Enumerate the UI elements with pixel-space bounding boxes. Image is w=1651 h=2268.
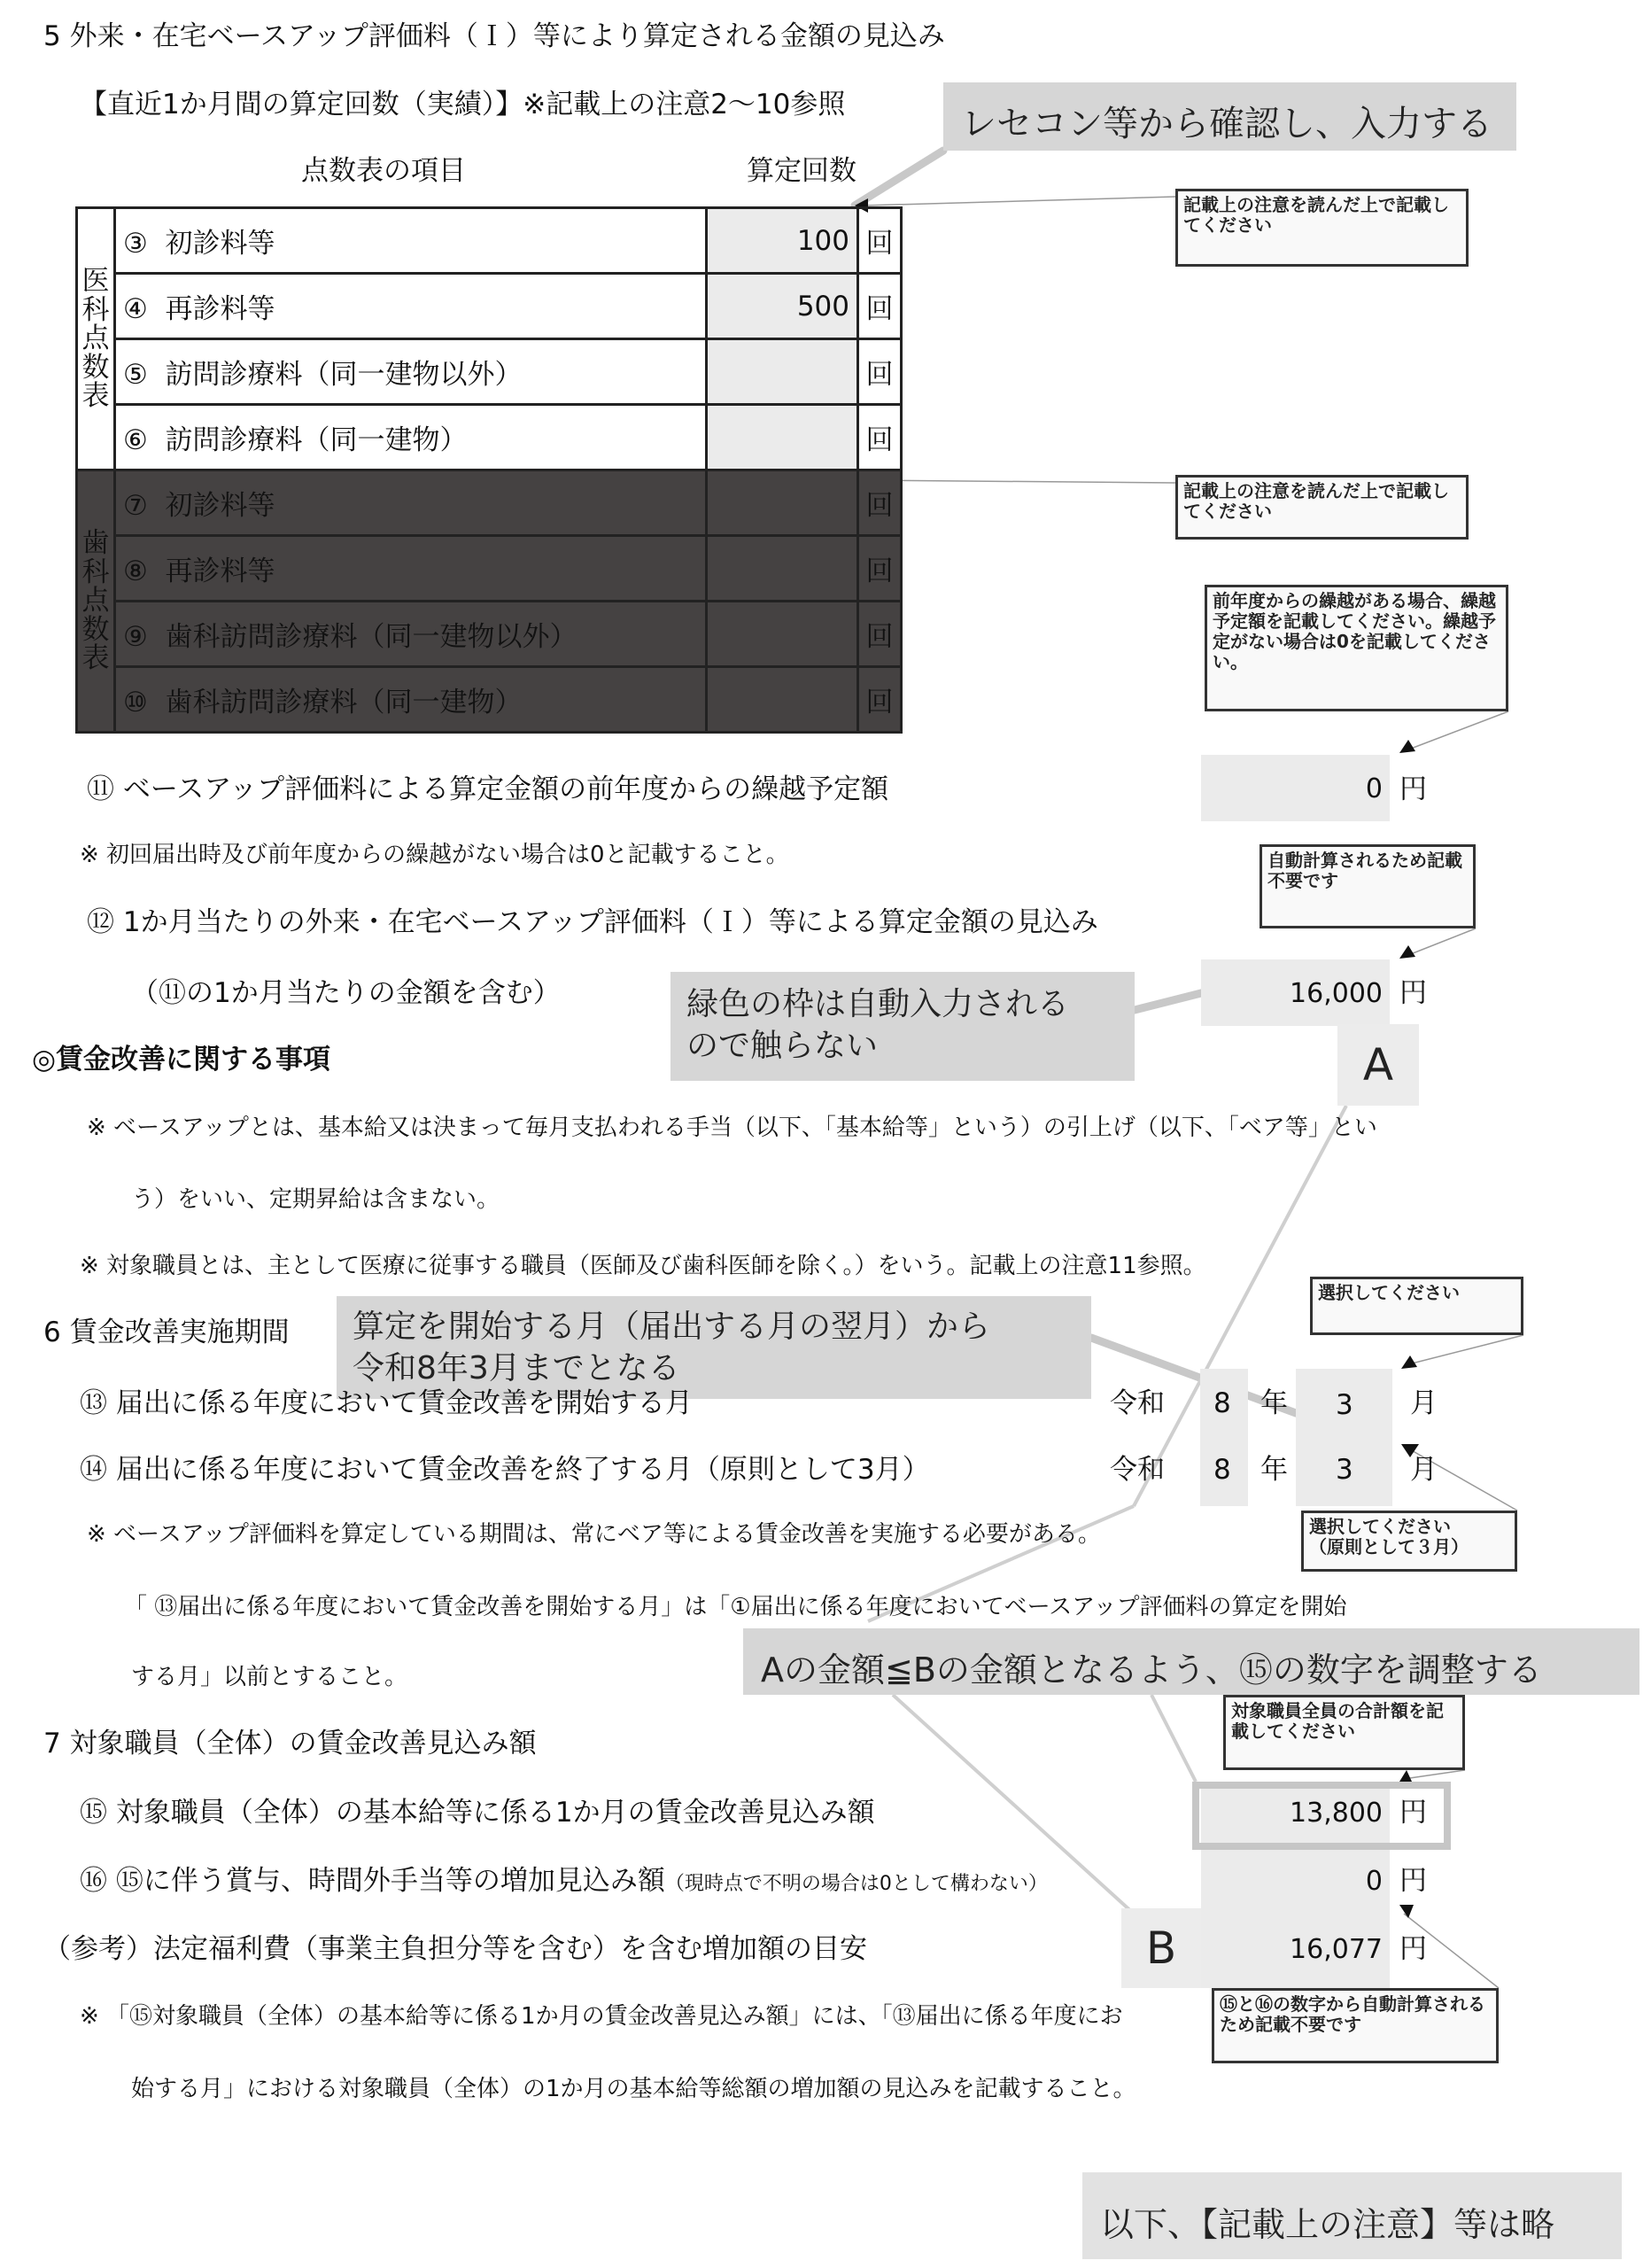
connector-green-frame — [1135, 992, 1205, 1010]
section5-subtitle: 【直近1か月間の算定回数（実績）】※記載上の注意2～10参照 — [80, 89, 846, 120]
arrow-head-4 — [1399, 945, 1415, 959]
table-row — [77, 470, 902, 536]
item14-label: ⑭ 届出に係る年度において賃金改善を終了する月（原則として3月） — [80, 1454, 930, 1486]
item16-label-wrap — [80, 1865, 1048, 1897]
callout-period — [337, 1296, 1091, 1399]
row-number: ⑨ — [123, 621, 148, 653]
callout-select: 選択してください — [1310, 1277, 1523, 1335]
green-frame-line2: ので触らない — [686, 1027, 879, 1064]
item13-label: ⑬ 届出に係る年度において賃金改善を開始する月 — [80, 1387, 693, 1419]
unit-label: 回 — [858, 339, 902, 405]
green-frame-line1: 緑色の枠は自動入力される — [686, 986, 1070, 1022]
row-number: ⑤ — [123, 359, 148, 391]
arrow-line-callout-3 — [1404, 711, 1508, 751]
callout-read-notes-dental: 記載上の注意を読んだ上で記載してください — [1175, 475, 1469, 540]
unit-label: 回 — [858, 208, 902, 274]
table-row — [77, 536, 902, 602]
count-input — [707, 470, 858, 536]
arrow-line-auto-calc — [1404, 928, 1476, 957]
connector-rececon — [855, 151, 943, 206]
item15-input[interactable]: 13,800 — [1290, 1798, 1383, 1829]
count-input[interactable] — [707, 405, 858, 470]
table-row — [77, 667, 902, 733]
period-line2: 令和8年3月までとなる — [353, 1349, 680, 1386]
row-number: ④ — [123, 293, 148, 325]
callout-a-le-b: Aの金額≦Bの金額となるよう、⑮の数字を調整する — [743, 1628, 1639, 1695]
row-label: 訪問診療料（同一建物以外） — [165, 359, 523, 391]
arrow-head-7 — [1399, 1770, 1412, 1782]
section5-title: 5 外来・在宅ベースアップ評価料（Ｉ）等により算定される金額の見込み — [43, 20, 945, 52]
connector-15-line — [1151, 1695, 1196, 1782]
item11-note: ※ 初回届出時及び前年度からの繰越がない場合は0と記載すること。 — [80, 842, 789, 868]
item16-input[interactable]: 0 — [1365, 1866, 1383, 1897]
select-march-line2: （原則として３月） — [1309, 1536, 1469, 1557]
ref-value: 16,077 — [1290, 1934, 1383, 1965]
dental-group-label: 歯科点数表 — [77, 470, 115, 733]
arrow-head-3 — [1399, 740, 1415, 753]
yen-unit: 円 — [1399, 1933, 1427, 1965]
arrow-line-callout-2 — [864, 480, 1175, 483]
wage-note1-line1: ※ ベースアップとは、基本給又は決まって毎月支払われる手当（以下、「基本給等」という）の引上げ（以下、「ベア等」とい — [87, 1115, 1377, 1141]
item12-value: 16,000 — [1290, 978, 1383, 1009]
column-header-count: 算定回数 — [747, 155, 857, 187]
row-label: 初診料等 — [165, 490, 275, 522]
item13-month-select[interactable]: 3 — [1336, 1389, 1353, 1421]
wage-heading: ◎賃金改善に関する事項 — [32, 1044, 331, 1076]
row-number: ⑥ — [123, 424, 148, 456]
yen-unit: 円 — [1399, 1865, 1427, 1897]
item11-value: 0 — [1365, 773, 1383, 804]
unit-label: 回 — [858, 602, 902, 667]
count-input[interactable]: 100 — [707, 208, 858, 274]
item16-sub: （現時点で不明の場合は0として構わない） — [664, 1873, 1048, 1895]
select-march-line1: 選択してください — [1309, 1516, 1451, 1537]
unit-label: 回 — [858, 470, 902, 536]
item14-month-select[interactable]: 3 — [1336, 1454, 1353, 1486]
item14-year[interactable]: 8 — [1213, 1454, 1231, 1486]
points-table — [75, 206, 903, 734]
table-row — [77, 602, 902, 667]
section7-note-line1: ※ 「⑮対象職員（全体）の基本給等に係る1か月の賃金改善見込み額」には、「⑬届出に係る年度にお — [80, 2003, 1123, 2030]
row-label: 歯科訪問診療料（同一建物） — [165, 687, 523, 718]
row-label: 再診料等 — [165, 293, 275, 325]
count-input[interactable] — [707, 339, 858, 405]
row-number: ③ — [123, 228, 148, 260]
item12-sub: （⑪の1か月当たりの金額を含む） — [131, 977, 561, 1009]
table-row — [77, 405, 902, 470]
year-unit: 年 — [1260, 1454, 1288, 1486]
month-unit: 月 — [1410, 1387, 1438, 1419]
section6-title: 6 賃金改善実施期間 — [43, 1317, 290, 1348]
section7-note-line2: 始する月」における対象職員（全体）の1か月の基本給等総額の増加額の見込みを記載すること。 — [131, 2076, 1136, 2102]
period-line1: 算定を開始する月（届出する月の翌月）から — [353, 1309, 991, 1345]
wage-note2: ※ 対象職員とは、主として医療に従事する職員（医師及び歯科医師を除く。）をいう。記載上の注意11参照。 — [80, 1253, 1206, 1279]
item15-label: ⑮ 対象職員（全体）の基本給等に係る1か月の賃金改善見込み額 — [80, 1797, 875, 1829]
month-unit: 月 — [1410, 1454, 1438, 1486]
yen-unit: 円 — [1399, 977, 1427, 1009]
arrow-line-select — [1408, 1335, 1523, 1364]
row-number: ⑩ — [123, 687, 148, 718]
row-number: ⑦ — [123, 490, 148, 522]
year-unit: 年 — [1260, 1387, 1288, 1419]
section6-note-line1: ※ ベースアップ評価料を算定している期間は、常にベア等による賃金改善を実施する必要がある。 — [87, 1521, 1101, 1548]
marker-a: A — [1337, 1024, 1419, 1106]
callout-read-notes-medical: 記載上の注意を読んだ上で記載してください — [1175, 189, 1469, 267]
count-input — [707, 536, 858, 602]
callout-select-march — [1301, 1511, 1517, 1572]
item16-label: ⑯ ⑮に伴う賞与、時間外手当等の増加見込み額 — [80, 1865, 665, 1897]
unit-label: 回 — [858, 536, 902, 602]
callout-auto-calc-15-16: ⑮と⑯の数字から自動計算されるため記載不要です — [1212, 1988, 1499, 2063]
ref-label: （参考）法定福利費（事業主負担分等を含む）を含む増加額の目安 — [43, 1933, 867, 1965]
unit-label: 回 — [858, 405, 902, 470]
table-row — [77, 208, 902, 274]
unit-label: 回 — [858, 274, 902, 339]
table-row — [77, 339, 902, 405]
callout-auto-calc: 自動計算されるため記載不要です — [1260, 844, 1476, 928]
column-header-item: 点数表の項目 — [301, 155, 466, 187]
medical-group-label: 医科点数表 — [77, 208, 115, 470]
era-label: 令和 — [1110, 1454, 1165, 1486]
callout-input-from-rececon: レセコン等から確認し、入力する — [943, 82, 1516, 151]
count-input — [707, 667, 858, 733]
wage-note1-line2: う）をいい、定期昇給は含まない。 — [131, 1186, 500, 1213]
row-label: 初診料等 — [165, 228, 275, 260]
section6-note-line3: する月」以前とすること。 — [131, 1664, 408, 1690]
item12-label: ⑫ 1か月当たりの外来・在宅ベースアップ評価料（Ｉ）等による算定金額の見込み — [87, 906, 1098, 938]
row-label: 再診料等 — [165, 555, 275, 587]
marker-b: B — [1121, 1908, 1201, 1988]
era-label: 令和 — [1110, 1387, 1165, 1419]
section6-note-line2: 「 ⑬届出に係る年度において賃金改善を開始する月」は「①届出に係る年度においてベースアップ評価料の算定を開始 — [124, 1594, 1347, 1620]
yen-unit: 円 — [1399, 773, 1427, 805]
arrow-line-total-staff — [1404, 1770, 1465, 1779]
unit-label: 回 — [858, 667, 902, 733]
callout-carryover: 前年度からの繰越がある場合、繰越予定額を記載してください。繰越予定がない場合は0を記載してください。 — [1205, 585, 1508, 711]
callout-total-staff: 対象職員全員の合計額を記載してください — [1223, 1695, 1465, 1770]
item11-label: ⑪ ベースアップ評価料による算定金額の前年度からの繰越予定額 — [87, 773, 889, 805]
row-label: 歯科訪問診療料（同一建物以外） — [165, 621, 577, 653]
callout-green-frame — [670, 972, 1135, 1081]
omitted-note: 以下、【記載上の注意】等は略 — [1082, 2172, 1622, 2259]
section7-title: 7 対象職員（全体）の賃金改善見込み額 — [43, 1728, 537, 1759]
count-input — [707, 602, 858, 667]
row-number: ⑧ — [123, 555, 148, 587]
table-row — [77, 274, 902, 339]
yen-unit: 円 — [1399, 1797, 1427, 1829]
item13-year[interactable]: 8 — [1213, 1387, 1231, 1419]
row-label: 訪問診療料（同一建物） — [165, 424, 468, 456]
arrow-line-callout-1 — [864, 197, 1175, 206]
count-input[interactable]: 500 — [707, 274, 858, 339]
